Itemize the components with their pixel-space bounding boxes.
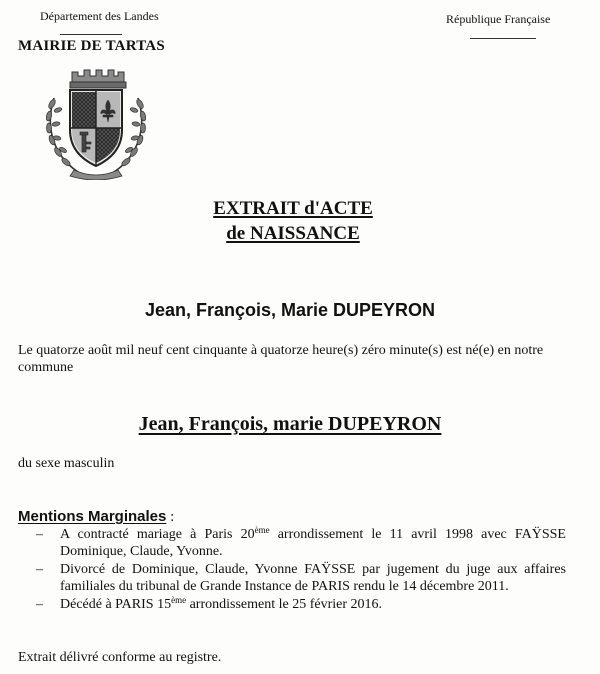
department-label: Département des Landes [40, 9, 159, 23]
document-title [0, 196, 586, 246]
person-name-underlined-text: Jean, François, marie DUPEYRON [138, 413, 442, 435]
certification-statement: Extrait délivré conforme au registre. [18, 650, 222, 665]
mention-item-marriage [36, 526, 566, 560]
document-title-line2: de NAISSANCE [226, 223, 360, 244]
mention-text: Décédé à PARIS 15 [60, 597, 172, 612]
mention-item-divorce [36, 561, 566, 595]
birth-statement: Le quatorze août mil neuf cent cinquante à quatorze heure(s) zéro minute(s) est né(e) en notre commune [18, 343, 544, 375]
mention-item-death [36, 596, 566, 613]
mentions-heading-suffix: : [166, 509, 175, 525]
coat-of-arms-icon [44, 68, 148, 180]
sex-statement: du sexe masculin [18, 456, 115, 471]
department-divider [60, 34, 122, 35]
mention-text: arrondissement le 25 février 2016. [186, 597, 383, 612]
mention-superscript: ème [254, 525, 270, 535]
republic-label: République Française [446, 12, 551, 26]
mentions-heading-label: Mentions Marginales [18, 508, 167, 525]
document-title-line1: EXTRAIT d'ACTE [213, 198, 373, 219]
mention-superscript: ème [171, 595, 187, 605]
person-full-name-underlined [0, 413, 580, 436]
mentions-heading [18, 508, 174, 526]
mairie-title: MAIRIE DE TARTAS [18, 38, 165, 54]
mentions-list [36, 526, 566, 614]
mention-text: A contracté mariage à Paris 20 [60, 527, 255, 542]
republic-divider [470, 38, 536, 39]
person-full-name: Jean, François, Marie DUPEYRON [144, 300, 436, 320]
mention-text: Divorcé de Dominique, Claude, Yvonne FAŸSSE par jugement du juge aux affaires familiales du tribunal de Grande Instance de PARIS rendu le 14 décembre 2011. [60, 562, 566, 594]
mention-text: arrondissement le 11 avril 1998 avec FAŸSSE Dominique, Claude, Yvonne. [60, 527, 566, 559]
